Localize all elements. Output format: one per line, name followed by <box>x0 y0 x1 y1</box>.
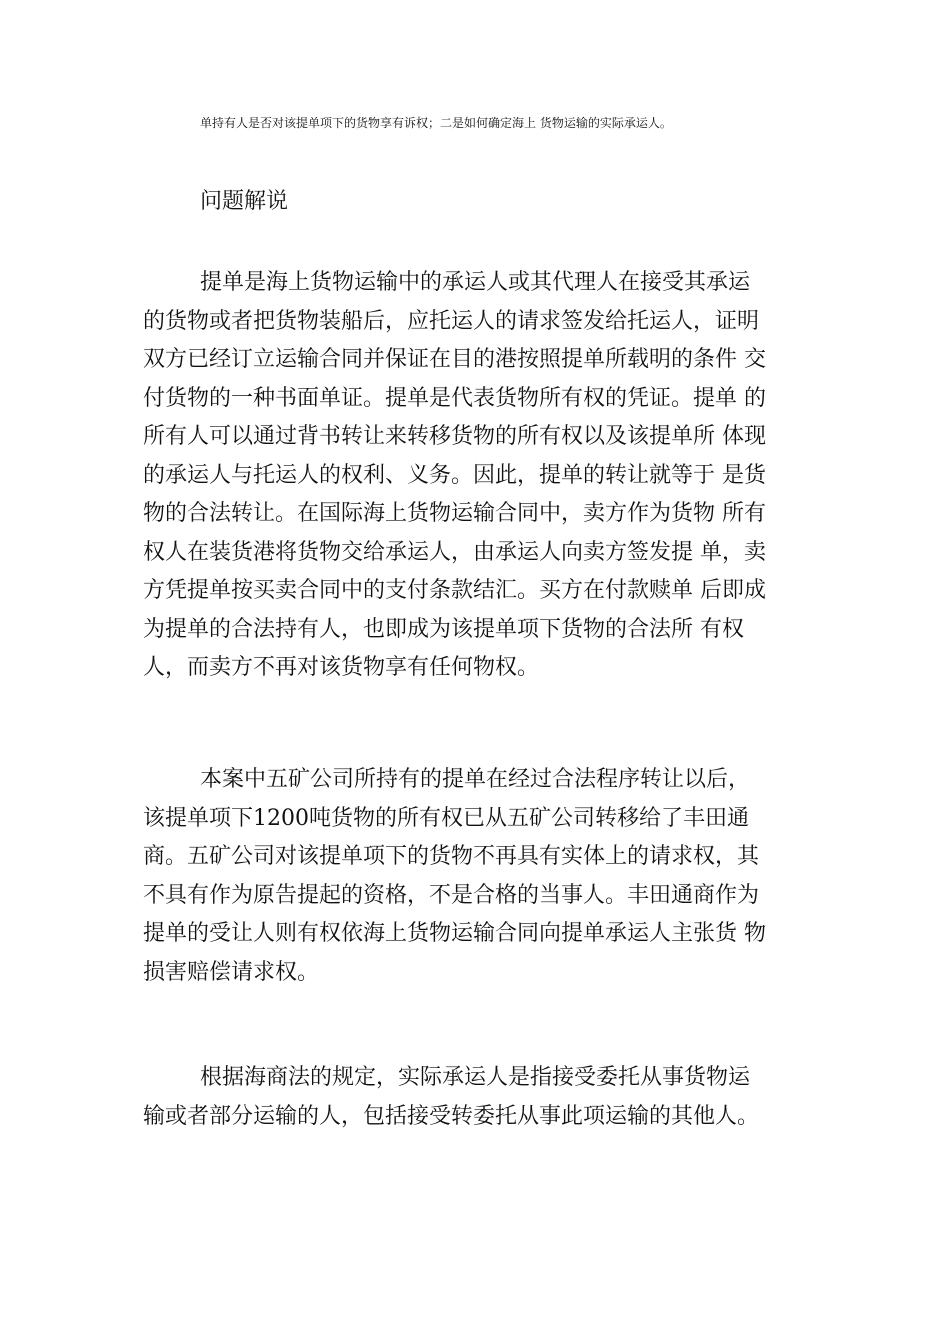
paragraph-line: 双方已经订立运输合同并保证在目的港按照提单所载明的条件 交 <box>143 347 766 372</box>
paragraph-actual-carrier <box>143 1059 823 1136</box>
paragraph-line: 为提单的合法持有人，也即成为该提单项下货物的合法所 有权 <box>143 616 744 642</box>
paragraph-line: 的货物或者把货物装船后，应托运人的请求签发给托运人，证明 <box>143 308 760 334</box>
paragraph-line: 付货物的一种书面单证。提单是代表货物所有权的凭证。提单 的 <box>143 385 766 411</box>
paragraph-line: 根据海商法的规定，实际承运人是指接受委托从事货物运 <box>200 1065 751 1090</box>
continued-text-line: 单持有人是否对该提单项下的货物享有诉权；二是如何确定海上 货物运输的实际承运人。 <box>200 116 672 130</box>
paragraph-line: 该提单项下1200吨货物的所有权已从五矿公司转移给了丰田通 <box>143 805 749 831</box>
paragraph-line: 损害赔偿请求权。 <box>143 959 320 985</box>
paragraph-line: 商。五矿公司对该提单项下的货物不再具有实体上的请求权，其 <box>143 844 760 869</box>
paragraph-line: 提单的受让人则有权依海上货物运输合同向提单承运人主张货 物 <box>143 921 766 946</box>
paragraph-line: 的承运人与托运人的权利、义务。因此，提单的转让就等于 是货 <box>143 462 766 488</box>
paragraph-line: 输或者部分运输的人，包括接受转委托从事此项运输的其他人。 <box>143 1103 760 1129</box>
paragraph-line: 物的合法转让。在国际海上货物运输合同中，卖方作为货物 所有 <box>143 501 766 526</box>
paragraph-line: 提单是海上货物运输中的承运人或其代理人在接受其承运 <box>200 270 751 295</box>
paragraph-line: 本案中五矿公司所持有的提单在经过合法程序转让以后， <box>200 767 751 792</box>
paragraph-line: 权人在装货港将货物交给承运人，由承运人向卖方签发提 单，卖 <box>143 539 766 565</box>
paragraph-line: 人，而卖方不再对该货物享有任何物权。 <box>143 655 540 680</box>
section-heading: 问题解说 <box>200 189 289 214</box>
paragraph-line: 方凭提单按买卖合同中的支付条款结汇。买方在付款赎单 后即成 <box>143 578 766 603</box>
paragraph-bill-of-lading <box>143 264 823 688</box>
paragraph-line: 所有人可以通过背书转让来转移货物的所有权以及该提单所 体现 <box>143 424 766 449</box>
paragraph-case-analysis <box>143 761 823 992</box>
paragraph-line: 不具有作为原告提起的资格，不是合格的当事人。丰田通商作为 <box>143 882 760 908</box>
